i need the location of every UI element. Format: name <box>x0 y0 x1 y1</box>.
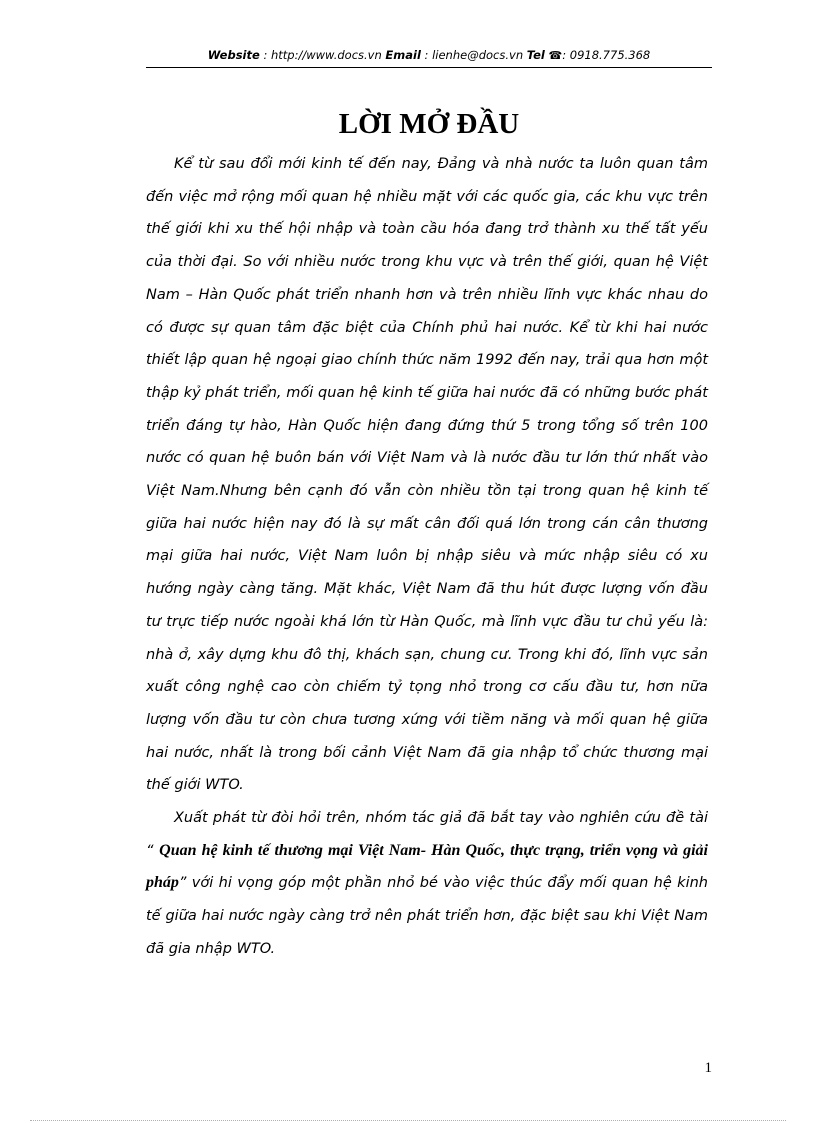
page-number: 1 <box>704 1060 712 1076</box>
email-value: : lienhe@docs.vn <box>420 48 527 62</box>
paragraph-topic <box>146 802 708 966</box>
website-value: : http://www.docs.vn <box>259 48 386 62</box>
topic-lead-text: Xuất phát từ đòi hỏi trên, nhóm tác giả đã bắt tay vào nghiên cứu đề tài “ <box>146 810 708 859</box>
header-rule <box>146 67 712 68</box>
email-label: Email <box>385 48 421 62</box>
phone-icon: ☎ <box>548 49 563 62</box>
research-topic-title: Quan hệ kinh tế thương mại Việt Nam- Hàn Quốc, thực trạng, triển vọng và giải pháp <box>146 841 708 892</box>
website-label: Website <box>207 48 260 62</box>
page-bottom-divider <box>30 1120 786 1121</box>
phone-value: : 0918.775.368 <box>562 48 651 62</box>
topic-trail-text: ” với hi vọng góp một phần nhỏ bé vào việc thúc đẩy mối quan hệ kinh tế giữa hai nước ngày càng trở nên phát triển hơn, đặc biệt sau khi Việt Nam đã gia nhập WTO. <box>146 875 708 957</box>
page-header <box>146 46 712 65</box>
page-title: LỜI MỞ ĐẦU <box>338 108 520 140</box>
paragraph-intro: Kể từ sau đổi mới kinh tế đến nay, Đảng và nhà nước ta luôn quan tâm đến việc mở rộng mối quan hệ nhiều mặt với các quốc gia, các khu vực trên thế giới khi xu thế hội nhập và toàn cầu hóa đang trở thành xu thế tất yếu của thời đại. So với nhiều nước trong khu vực và trên thế giới, quan hệ Việt Nam – Hàn Quốc phát triển nhanh hơn và trên nhiều lĩnh vực khác nhau do có được sự quan tâm đặc biệt của Chính phủ hai nước. Kể từ khi hai nước thiết lập quan hệ ngoại giao chính thức năm 1992 đến nay, trải qua hơn một thập kỷ phát triển, mối quan hệ kinh tế giữa hai nước đã có những bước phát triển đáng tự hào, Hàn Quốc hiện đang đứng thứ 5 trong tổng số trên 100 nước có quan hệ buôn bán với Việt Nam và là nước đầu tư lớn thứ nhất vào Việt Nam.Nhưng bên cạnh đó vẫn còn nhiều tồn tại trong quan hệ kinh tế giữa hai nước hiện nay đó là sự mất cân đối quá lớn trong cán cân thương mại giữa hai nước, Việt Nam luôn bị nhập siêu và mức nhập siêu có xu hướng ngày càng tăng. Mặt khác, Việt Nam đã thu hút được lượng vốn đầu tư trực tiếp nước ngoài khá lớn từ Hàn Quốc, mà lĩnh vực đầu tư chủ yếu là: nhà ở, xây dựng khu đô thị, khách sạn, chung cư. Trong khi đó, lĩnh vực sản xuất công nghệ cao còn chiếm tỷ tọng nhỏ trong cơ cấu đầu tư, hơn nữa lượng vốn đầu tư còn chưa tương xứng với tiềm năng và mối quan hệ giữa hai nước, nhất là trong bối cảnh Việt Nam đã gia nhập tổ chức thương mại thế giới WTO. <box>146 156 708 794</box>
document-body <box>146 148 708 966</box>
tel-label: Tel <box>526 48 545 62</box>
